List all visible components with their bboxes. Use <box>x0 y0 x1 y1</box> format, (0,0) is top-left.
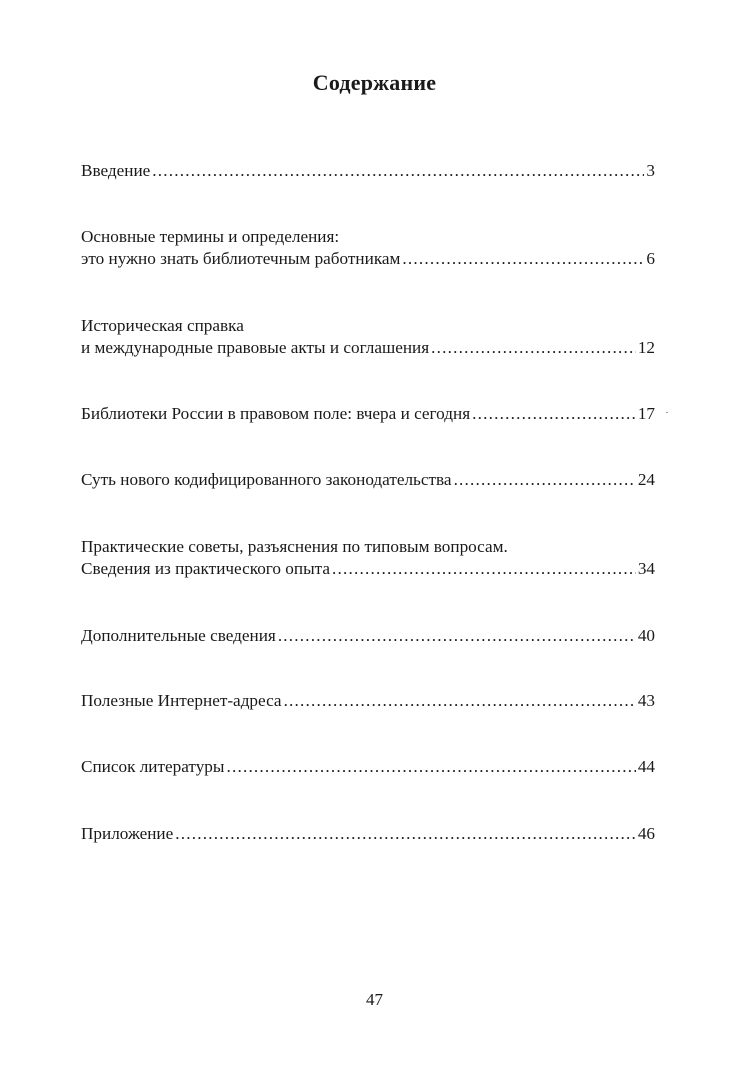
toc-entry-line <box>81 536 655 558</box>
dot-leader <box>226 756 635 778</box>
dot-leader <box>454 469 636 491</box>
toc-entry-page: 3 <box>646 161 655 180</box>
toc-entry-line <box>81 248 655 270</box>
page-title: Содержание <box>312 70 437 95</box>
toc-entry-line <box>81 690 655 712</box>
toc-entry-line <box>81 226 655 248</box>
toc-entry-legislation[interactable] <box>81 469 655 491</box>
toc-entry-title-continued: это нужно знать библиотечным работникам <box>81 249 401 268</box>
dot-leader <box>402 248 644 270</box>
toc-entry-page: 24 <box>637 470 655 489</box>
toc-entry-title: Практические советы, разъяснения по типовым вопросам. <box>81 537 508 556</box>
toc-entry-line <box>81 625 655 647</box>
toc-entry-line <box>81 823 655 845</box>
toc-entry-page: 6 <box>646 249 655 268</box>
dot-leader <box>175 823 636 845</box>
toc-entry-libraries[interactable] <box>81 403 655 425</box>
page-number: 47 <box>366 990 383 1009</box>
toc-entry-page: 44 <box>637 757 655 776</box>
toc-entry-line <box>81 337 655 359</box>
toc-entry-title: Библиотеки России в правовом поле: вчера и сегодня <box>81 404 471 423</box>
toc-entry-line <box>81 160 655 182</box>
toc-entry-title: Введение <box>81 161 151 180</box>
dot-leader <box>152 160 644 182</box>
toc-entry-title: Основные термины и определения: <box>81 227 340 246</box>
toc-entry-page: 12 <box>637 338 655 357</box>
toc-entry-practical[interactable] <box>81 536 655 580</box>
toc-entry-title: Дополнительные сведения <box>81 626 276 645</box>
toc-entry-page: 34 <box>637 559 655 578</box>
toc-entry-line <box>81 403 655 425</box>
toc-entry-page: 17 <box>637 404 655 423</box>
toc-entry-line <box>81 315 655 337</box>
dot-leader <box>431 337 636 359</box>
dot-leader <box>278 625 636 647</box>
toc-entry-literature[interactable] <box>81 756 655 778</box>
toc-entry-title-continued: и международные правовые акты и соглашения <box>81 338 430 357</box>
toc-entry-history[interactable] <box>81 315 655 359</box>
toc-entry-title: Полезные Интернет-адреса <box>81 691 282 710</box>
toc-entry-line <box>81 469 655 491</box>
toc-entry-title: Суть нового кодифицированного законодательства <box>81 470 452 489</box>
toc-entry-page: 43 <box>637 691 655 710</box>
toc-entry-title-continued: Сведения из практического опыта <box>81 559 330 578</box>
toc-entry-title: Приложение <box>81 824 174 843</box>
dot-leader <box>472 403 636 425</box>
toc-entry-line <box>81 756 655 778</box>
toc-entry-page: 40 <box>637 626 655 645</box>
toc-entry-line <box>81 558 655 580</box>
dot-leader <box>332 558 636 580</box>
toc-entry-additional[interactable] <box>81 625 655 647</box>
toc-entry-terms[interactable] <box>81 226 655 270</box>
toc-entry-title: Историческая справка <box>81 316 244 335</box>
toc-entry-title: Список литературы <box>81 757 225 776</box>
toc-entry-page: 46 <box>637 824 655 843</box>
toc-entry-appendix[interactable] <box>81 823 655 845</box>
toc-entry-internet[interactable] <box>81 690 655 712</box>
dot-leader <box>284 690 636 712</box>
toc-entry-introduction[interactable] <box>81 160 655 182</box>
scan-speck <box>666 412 668 413</box>
